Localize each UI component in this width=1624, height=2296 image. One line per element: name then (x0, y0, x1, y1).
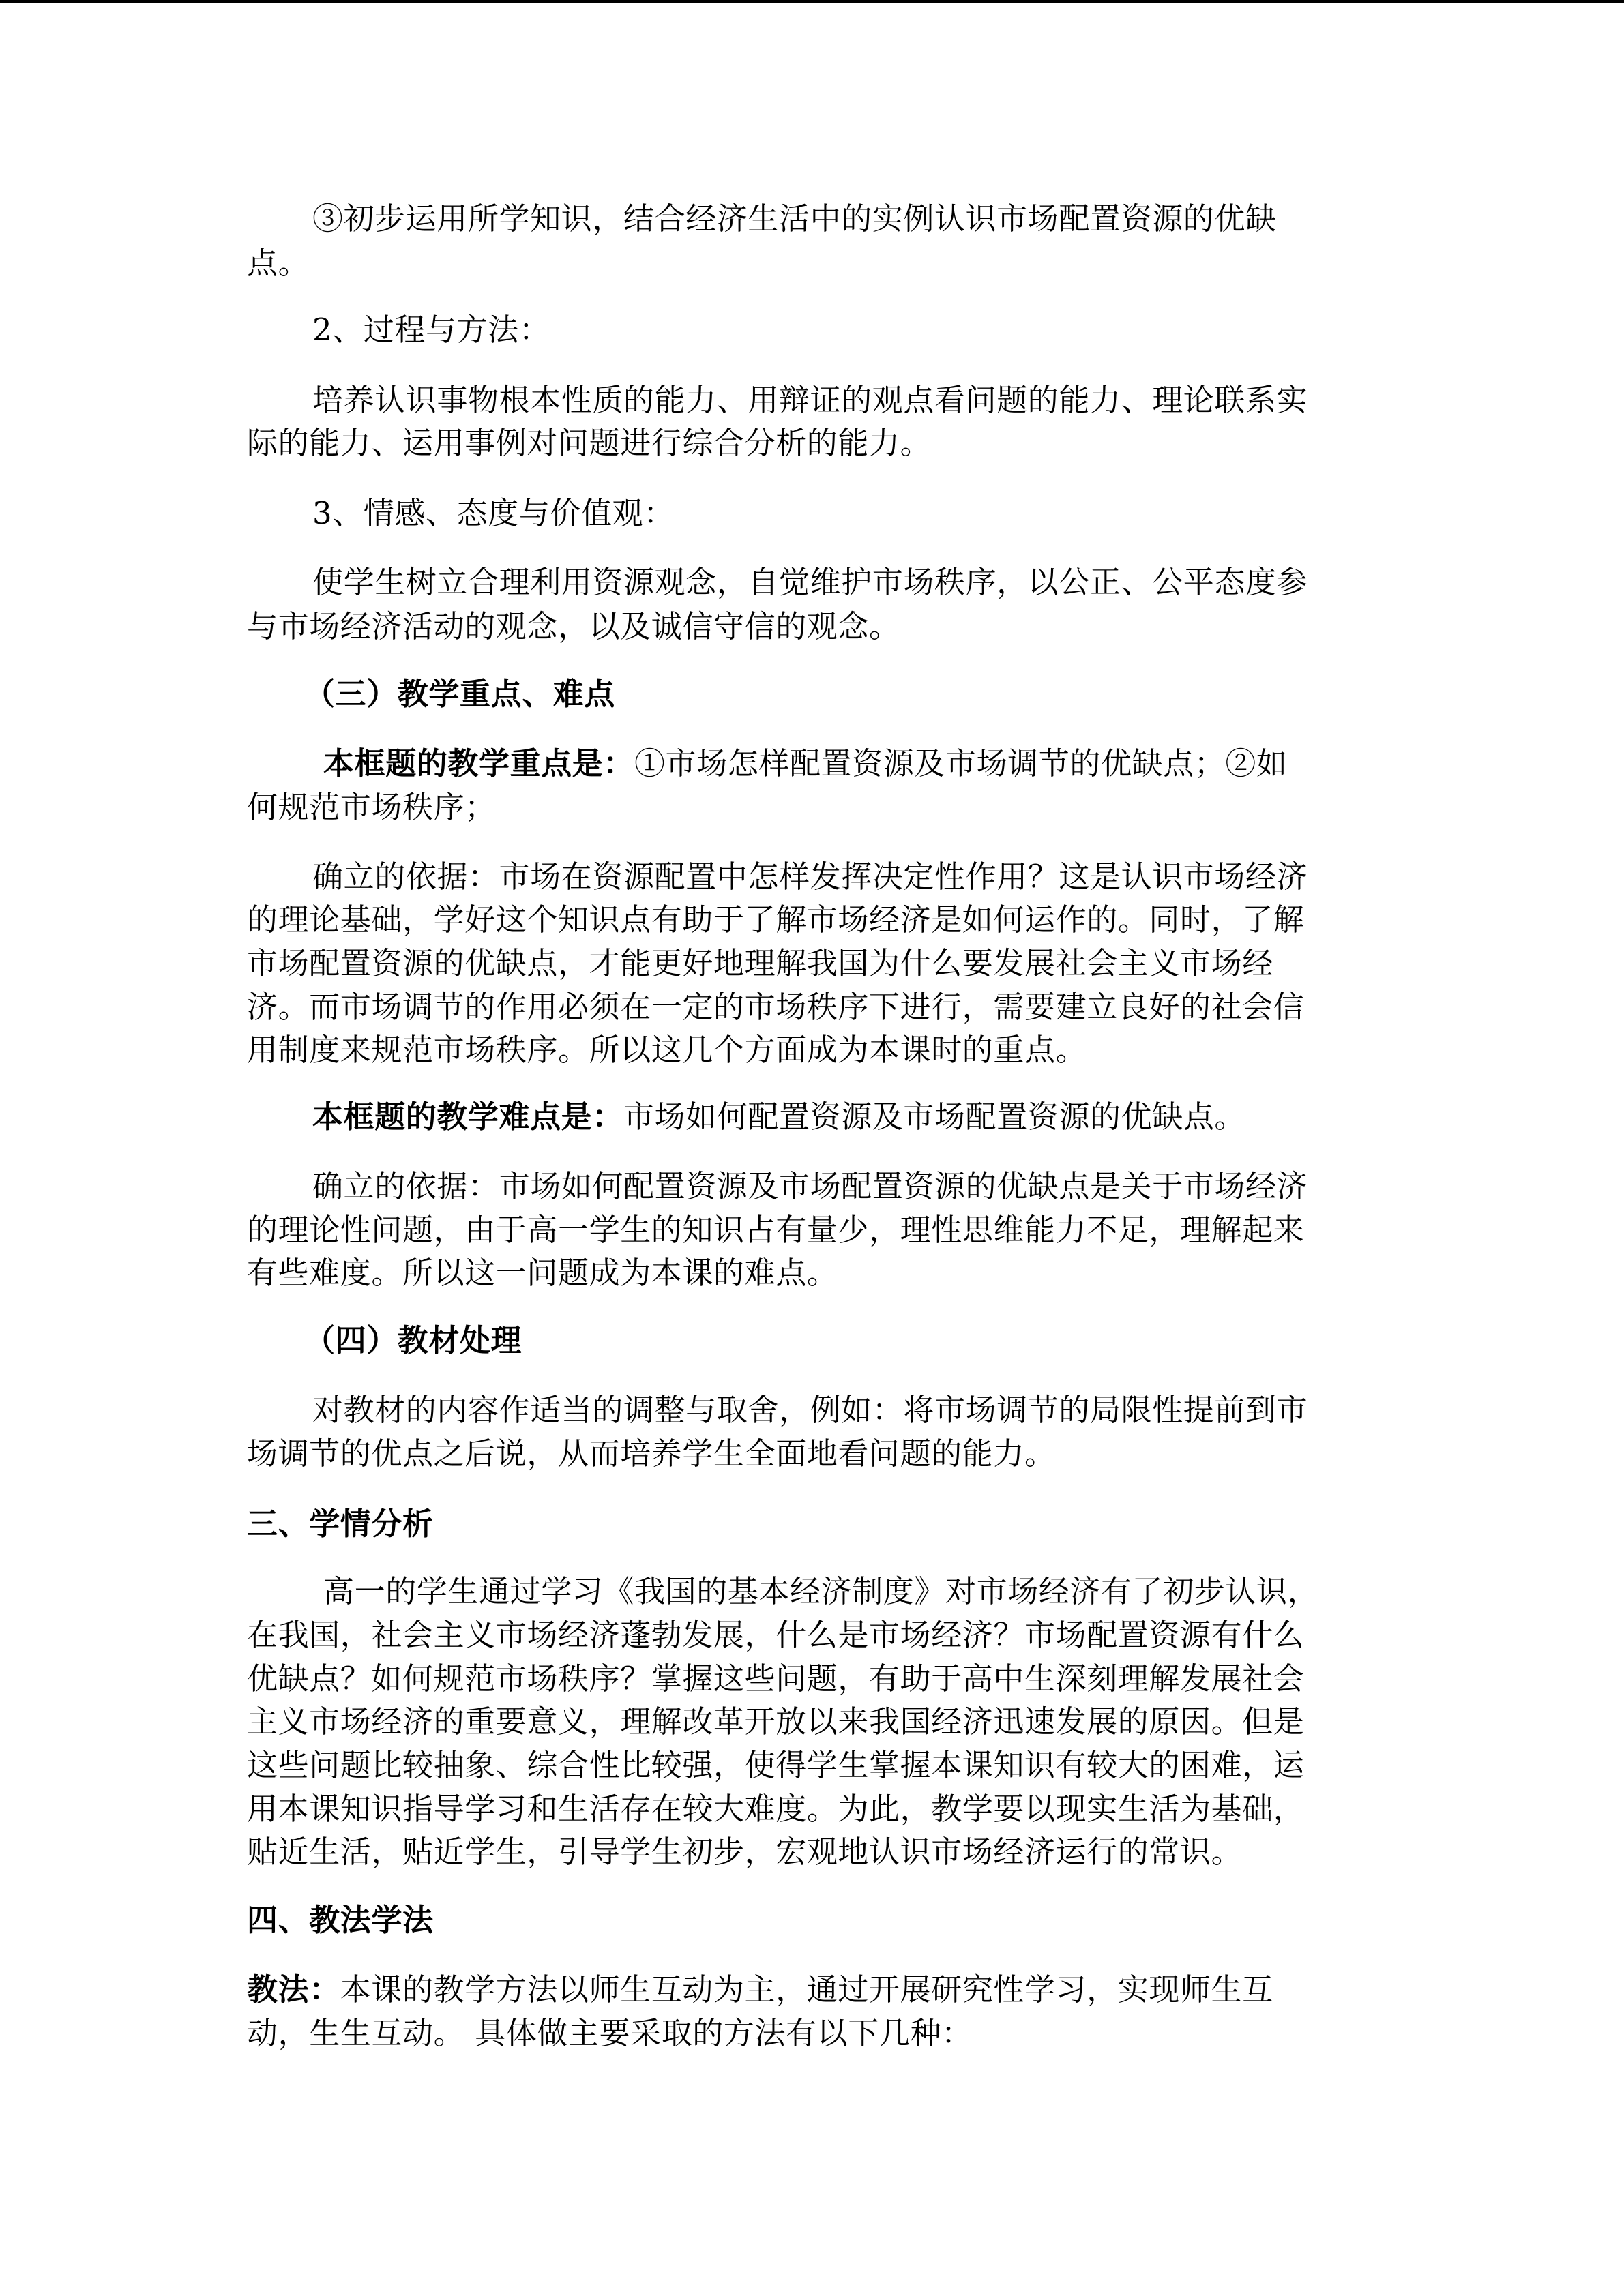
student-analysis-heading: 三、学情分析 (247, 1506, 434, 1542)
difficult-points-label: 本框题的教学难点是： (312, 1099, 624, 1135)
emotion-line-2: 与市场经济活动的观念，以及诚信守信的观念。 (247, 608, 900, 644)
student-analysis-line-7: 贴近生活，贴近学生，引导学生初步，宏观地认识市场经济运行的常识。 (247, 1834, 1243, 1870)
difficult-basis-line-1: 确立的依据：市场如何配置资源及市场配置资源的优缺点是关于市场经济 (312, 1168, 1308, 1204)
teaching-method-heading: 四、教法学法 (247, 1902, 434, 1938)
difficult-points-line (312, 1096, 1245, 1138)
key-basis-line-2: 的理论基础，学好这个知识点有助于了解市场经济是如何运作的。同时，了解 (247, 901, 1305, 938)
key-points-label: 本框题的教学重点是： (323, 745, 635, 781)
student-analysis-line-2: 在我国，社会主义市场经济蓬勃发展，什么是市场经济？市场配置资源有什么 (247, 1617, 1305, 1653)
process-method-heading: 2、过程与方法： (312, 312, 550, 348)
teaching-method-text: 本课的教学方法以师生互动为主，通过开展研究性学习，实现师生互 (340, 1971, 1273, 2008)
key-points-line-2: 何规范市场秩序； (247, 789, 496, 825)
student-analysis-line-6: 用本课知识指导学习和生活存在较大难度。为此，教学要以现实生活为基础， (247, 1791, 1305, 1827)
objective-3-line-2: 点。 (247, 245, 310, 281)
student-analysis-line-5: 这些问题比较抽象、综合性比较强，使得学生掌握本课知识有较大的困难，运 (247, 1747, 1305, 1783)
section-key-difficult-heading: （三）教学重点、难点 (304, 676, 616, 712)
teaching-method-label: 教法： (247, 1971, 340, 2008)
objective-3-line-1: ③初步运用所学知识，结合经济生活中的实例认识市场配置资源的优缺 (312, 200, 1277, 237)
process-method-line-1: 培养认识事物根本性质的能力、用辩证的观点看问题的能力、理论联系实 (312, 382, 1308, 418)
key-points-text: ①市场怎样配置资源及市场调节的优缺点；②如 (634, 745, 1288, 781)
key-basis-line-5: 用制度来规范市场秩序。所以这几个方面成为本课时的重点。 (247, 1032, 1087, 1068)
student-analysis-line-4: 主义市场经济的重要意义，理解改革开放以来我国经济迅速发展的原因。但是 (247, 1703, 1305, 1740)
key-points-line-1 (323, 743, 1288, 785)
teaching-method-line-1 (247, 1969, 1273, 2011)
process-method-line-2: 际的能力、运用事例对问题进行综合分析的能力。 (247, 425, 932, 461)
emotion-heading: 3、情感、态度与价值观： (312, 495, 675, 531)
top-border-line (0, 0, 1624, 3)
difficult-points-text: 市场如何配置资源及市场配置资源的优缺点。 (623, 1099, 1246, 1135)
key-basis-line-3: 市场配置资源的优缺点，才能更好地理解我国为什么要发展社会主义市场经 (247, 945, 1273, 981)
material-line-2: 场调节的优点之后说，从而培养学生全面地看问题的能力。 (247, 1435, 1056, 1472)
student-analysis-line-3: 优缺点？如何规范市场秩序？掌握这些问题，有助于高中生深刻理解发展社会 (247, 1660, 1305, 1697)
teaching-method-line-2: 动，生生互动。 具体做主要采取的方法有以下几种： (247, 2015, 973, 2051)
key-basis-line-1: 确立的依据：市场在资源配置中怎样发挥决定性作用？这是认识市场经济 (312, 859, 1308, 895)
emotion-line-1: 使学生树立合理利用资源观念，自觉维护市场秩序，以公正、公平态度参 (312, 564, 1308, 600)
difficult-basis-line-2: 的理论性问题，由于高一学生的知识占有量少，理性思维能力不足，理解起来 (247, 1212, 1305, 1248)
material-line-1: 对教材的内容作适当的调整与取舍，例如：将市场调节的局限性提前到市 (312, 1392, 1308, 1428)
section-material-heading: （四）教材处理 (304, 1322, 522, 1358)
key-basis-line-4: 济。而市场调节的作用必须在一定的市场秩序下进行，需要建立良好的社会信 (247, 989, 1305, 1025)
difficult-basis-line-3: 有些难度。所以这一问题成为本课的难点。 (247, 1255, 838, 1291)
student-analysis-line-1: 高一的学生通过学习《我国的基本经济制度》对市场经济有了初步认识， (323, 1573, 1319, 1609)
